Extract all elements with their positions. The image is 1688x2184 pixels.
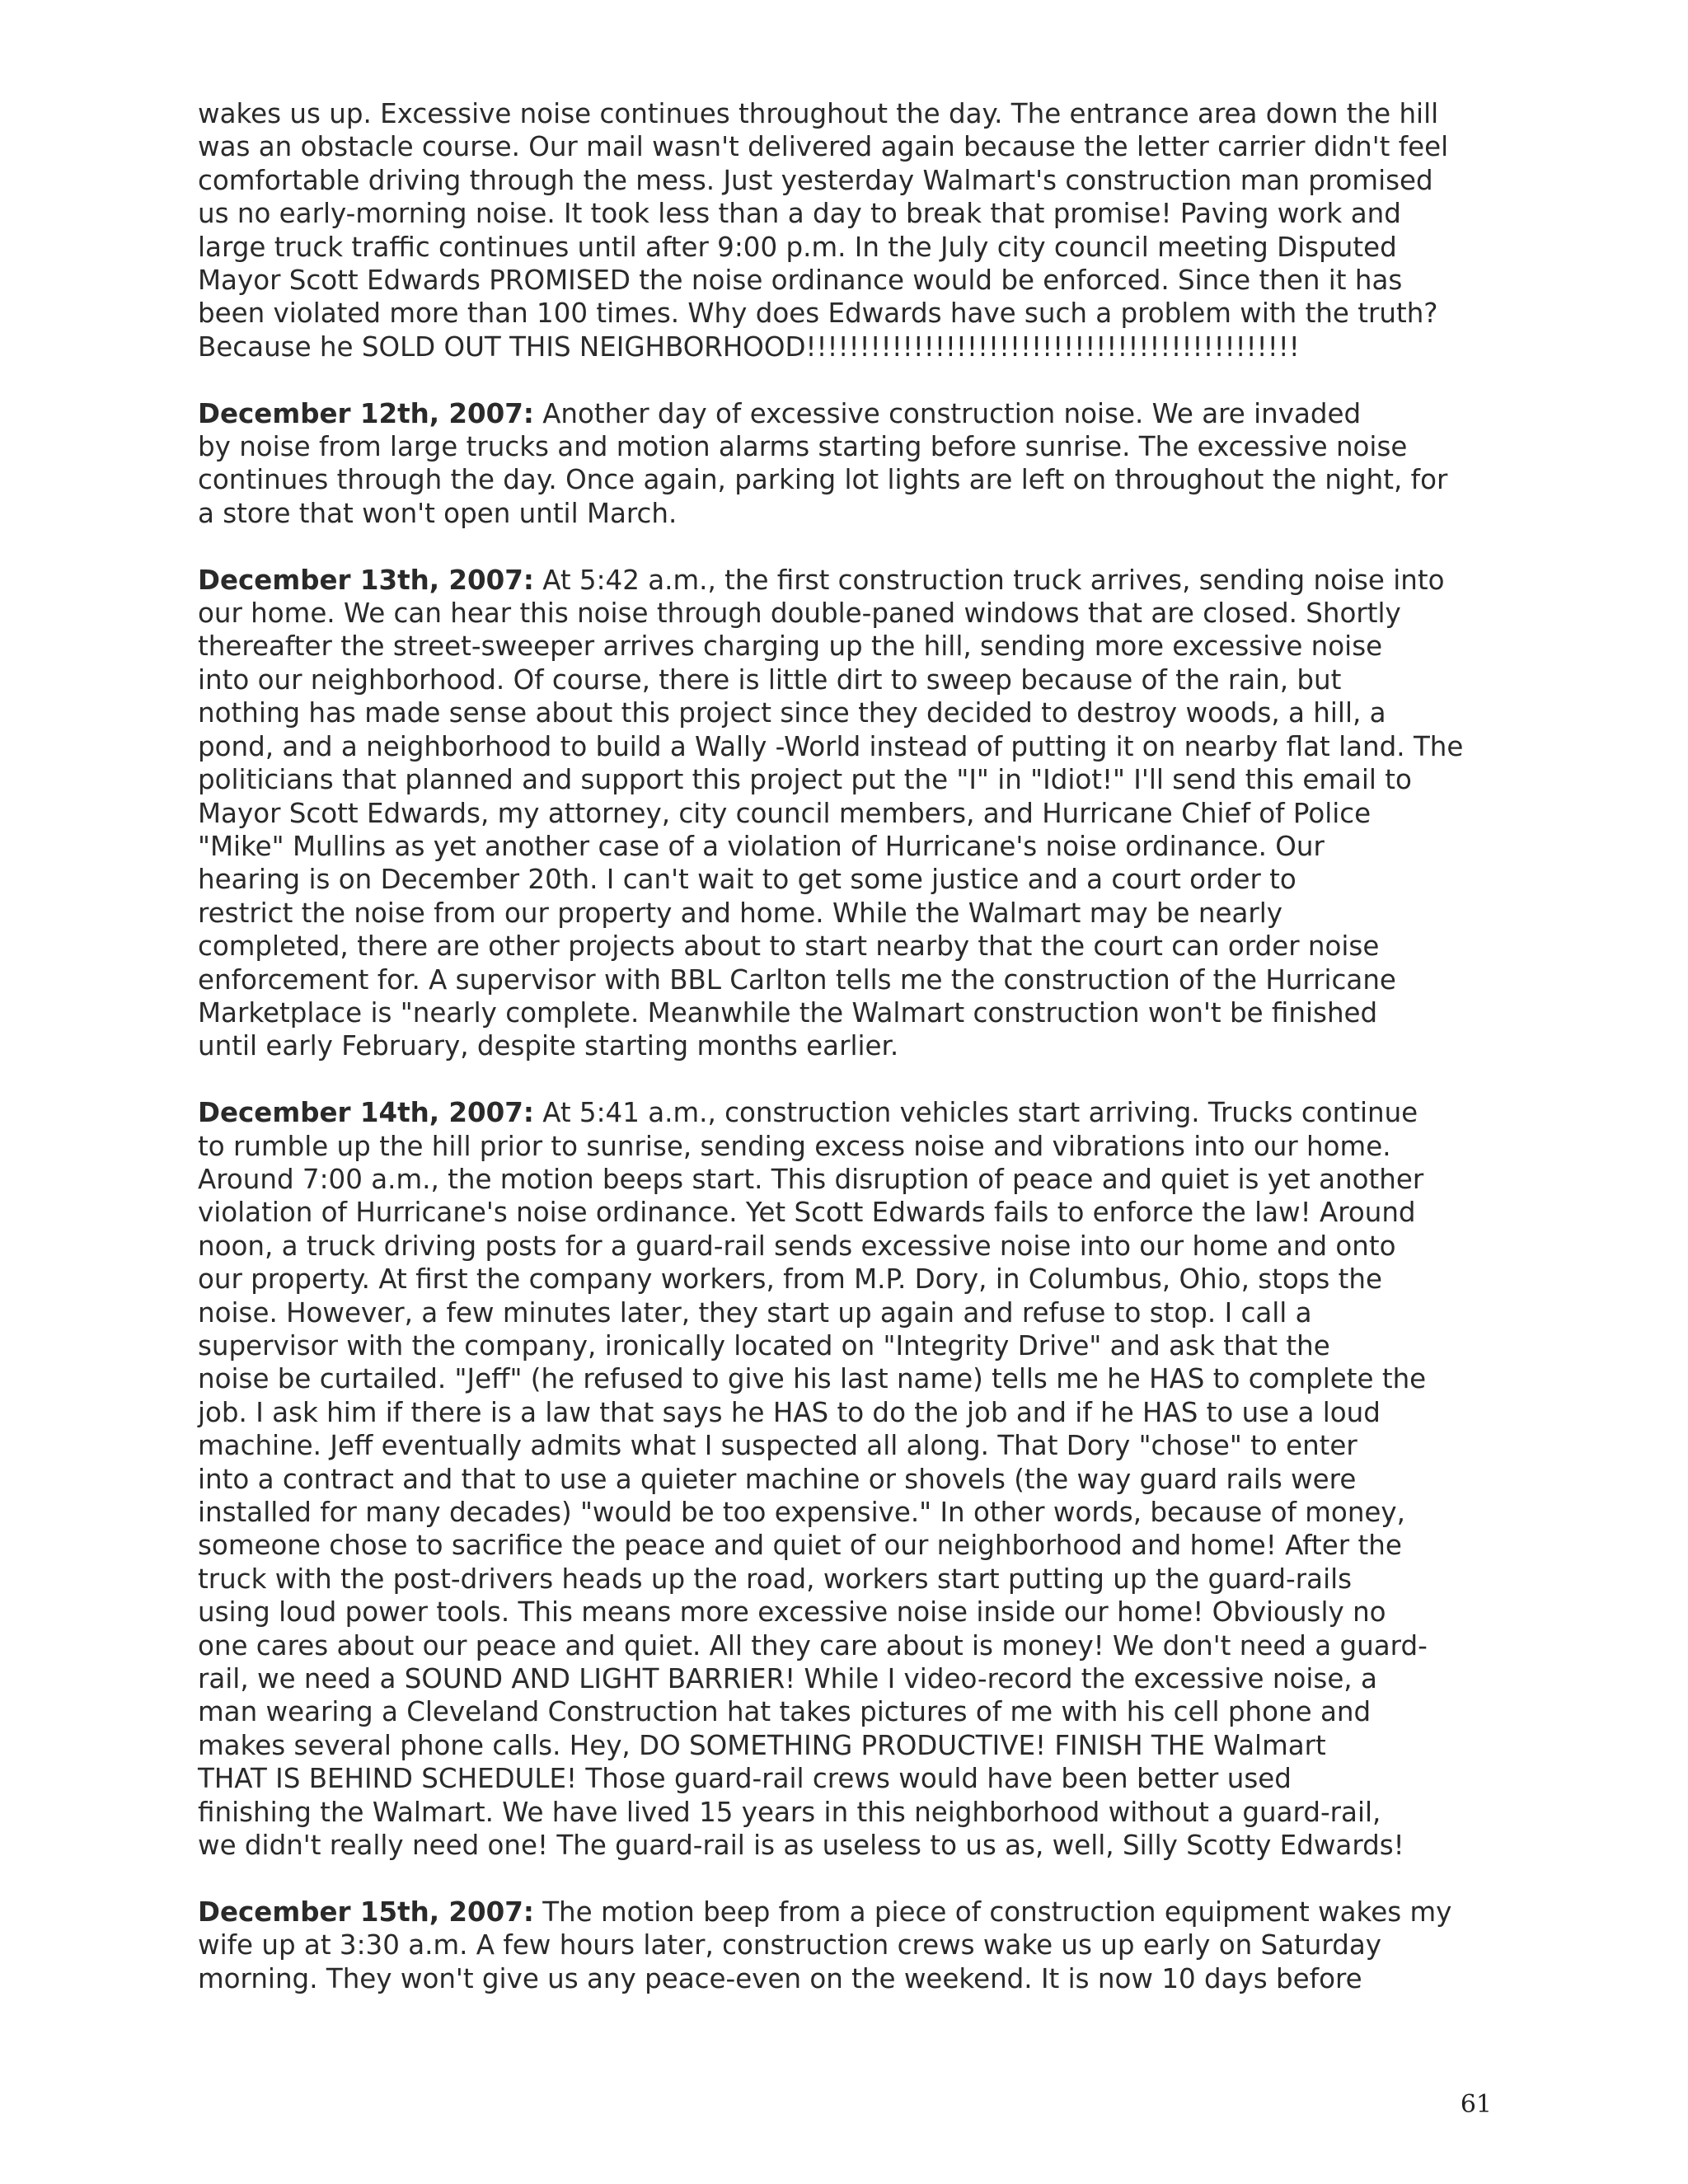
entry-date: December 13th, 2007: [198,564,534,596]
paragraph-dec-13 [198,564,1484,1063]
entry-date: December 15th, 2007: [198,1896,534,1928]
document-body [198,97,1484,2028]
paragraph-continuation [198,97,1484,363]
entry-date: December 14th, 2007: [198,1097,534,1129]
page-number: 61 [1460,2090,1492,2119]
entry-text: The motion beep from a piece of construction equipment wakes my wife up at 3:30 a.m. A few hours later, construction crews wake us up early on Saturday morning. They won't give us any peace-even on the weekend. It is now 10 days before [198,1896,1452,1994]
entry-text: At 5:42 a.m., the first construction truck arrives, sending noise into our home. We can hear this noise through double-paned windows that are closed. Shortly thereafter the street-sweeper arrives charging up the hill, sending more excessive noise into our neighborhood. Of course, there is little dirt to sweep because of the rain, but nothing has made sense about this project since they decided to destroy woods, a hill, a pond, and a neighborhood to build a Wally -World instead of putting it on nearby flat land. The politicians that planned and support this project put the "I" in "Idiot!" I'll send this email to Mayor Scott Edwards, my attorney, city council members, and Hurricane Chief of Police "Mike" Mullins as yet another case of a violation of Hurricane's noise ordinance. Our hearing is on December 20th. I can't wait to get some justice and a court order to restrict the noise from our property and home. While the Walmart may be nearly completed, there are other projects about to start nearby that the court can order noise enforcement for. A supervisor with BBL Carlton tells me the construction of the Hurricane Marketplace is "nearly complete. Meanwhile the Walmart construction won't be finished until early February, despite starting months earlier. [198,564,1464,1062]
paragraph-dec-14 [198,1096,1484,1862]
entry-text: wakes us up. Excessive noise continues throughout the day. The entrance area down the hill was an obstacle course. Our mail wasn't delivered again because the letter carrier didn't feel comfortable driving through the mess. Just yesterday Walmart's construction man promised us no early-morning noise. It took less than a day to break that promise! Paving work and large truck traffic continues until after 9:00 p.m. In the July city council meeting Disputed Mayor Scott Edwards PROMISED the noise ordinance would be enforced. Since then it has been violated more than 100 times. Why does Edwards have such a problem with the truth? Because he SOLD OUT THIS NEIGHBORHOOD!!!!!!!!!!!!!!!!!!!!!!!!!!!!!!!!!!!!!!!!!!!!!! [198,98,1449,363]
entry-text: Another day of excessive construction noise. We are invaded by noise from large trucks and motion alarms starting before sunrise. The excessive noise continues through the day. Once again, parking lot lights are left on throughout the night, for a store that won't open until March. [198,397,1448,529]
paragraph-dec-15 [198,1896,1484,1995]
paragraph-dec-12 [198,397,1484,531]
entry-date: December 12th, 2007: [198,397,534,429]
entry-text: At 5:41 a.m., construction vehicles start arriving. Trucks continue to rumble up the hill prior to sunrise, sending excess noise and vibrations into our home. Around 7:00 a.m., the motion beeps start. This disruption of peace and quiet is yet another violation of Hurricane's noise ordinance. Yet Scott Edwards fails to enforce the law! Around noon, a truck driving posts for a guard-rail sends excessive noise into our home and onto our property. At first the company workers, from M.P. Dory, in Columbus, Ohio, stops the noise. However, a few minutes later, they start up again and refuse to stop. I call a supervisor with the company, ironically located on "Integrity Drive" and ask that the noise be curtailed. "Jeff" (he refused to give his last name) tells me he HAS to complete the job. I ask him if there is a law that says he HAS to do the job and if he HAS to use a loud machine. Jeff eventually admits what I suspected all along. That Dory "chose" to enter into a contract and that to use a quieter machine or shovels (the way guard rails were installed for many decades) "would be too expensive." In other words, because of money, someone chose to sacrifice the peace and quiet of our neighborhood and home! After the truck with the post-drivers heads up the road, workers start putting up the guard-rails using loud power tools. This means more excessive noise inside our home! Obviously no one cares about our peace and quiet. All they care about is money! We don't need a guard- rail, we need a SOUND AND LIGHT BARRIER! While I video-record the excessive noise, a man wearing a Cleveland Construction hat takes pictures of me with his cell phone and makes several phone calls. Hey, DO SOMETHING PRODUCTIVE! FINISH THE Walmart THAT IS BEHIND SCHEDULE! Those guard-rail crews would have been better used finishing the Walmart. We have lived 15 years in this neighborhood without a guard-rail, we didn't really need one! The guard-rail is as useless to us as, well, Silly Scotty Edwards! [198,1097,1428,1862]
